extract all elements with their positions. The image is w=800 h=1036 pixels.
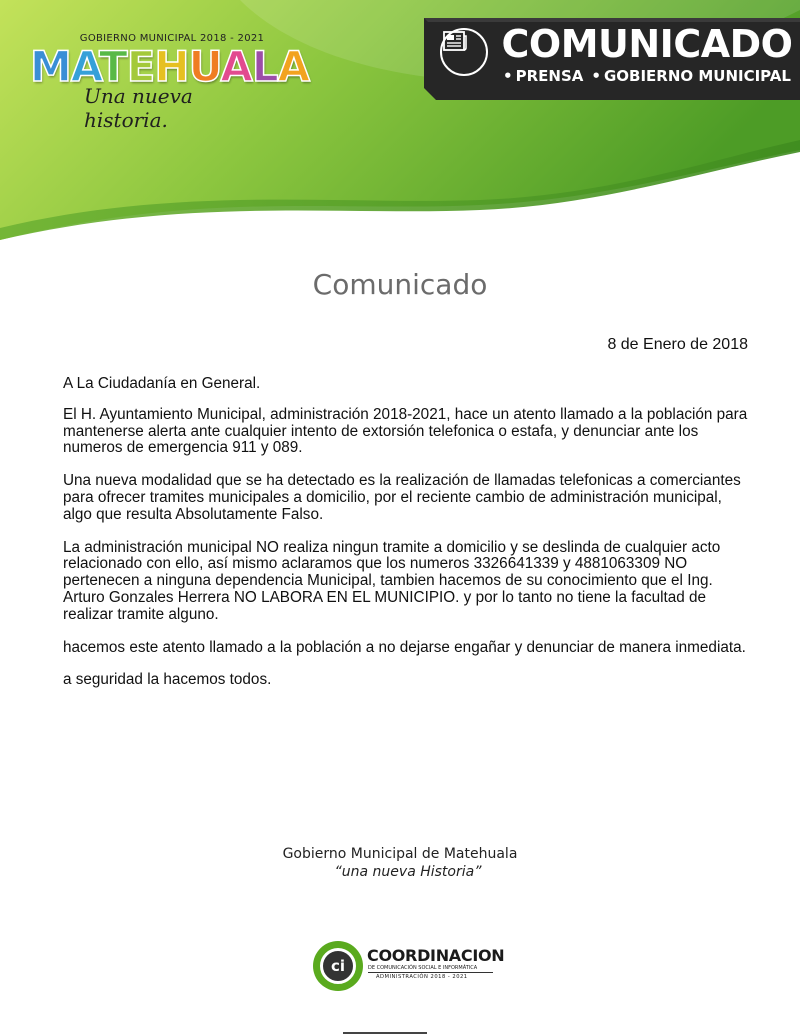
bottom-divider bbox=[343, 1032, 427, 1034]
logo-letter: A bbox=[277, 42, 310, 91]
newspaper-icon bbox=[440, 28, 488, 76]
header bbox=[0, 0, 800, 245]
bullet: • bbox=[503, 67, 513, 85]
document-title: Comunicado bbox=[312, 268, 488, 301]
government-period-label: GOBIERNO MUNICIPAL 2018 - 2021 bbox=[79, 33, 265, 44]
banner-subtitle bbox=[500, 67, 794, 85]
ci-logo-icon bbox=[313, 941, 363, 991]
logo-letter: L bbox=[251, 42, 278, 91]
coordinacion-title: COORDINACION bbox=[367, 946, 505, 965]
document-date: 8 de Enero de 2018 bbox=[607, 336, 748, 353]
logo-letter: U bbox=[188, 42, 221, 91]
logo-letter: A bbox=[70, 42, 100, 91]
logo-letter: T bbox=[99, 42, 127, 91]
document-body bbox=[63, 376, 755, 705]
coordinacion-logo bbox=[313, 938, 503, 994]
signature-line-2: “una nueva Historia” bbox=[334, 864, 482, 880]
banner-sub-prensa: PRENSA bbox=[515, 67, 584, 85]
logo-letter: H bbox=[154, 42, 189, 91]
logo-letter: E bbox=[126, 42, 155, 91]
coordinacion-admin: ADMINISTRACIÓN 2018 - 2021 bbox=[376, 974, 468, 980]
banner-sub-gobierno: GOBIERNO MUNICIPAL bbox=[603, 67, 791, 85]
paragraph: a seguridad la hacemos todos. bbox=[63, 671, 272, 689]
salutation: A La Ciudadanía en General. bbox=[63, 375, 261, 392]
banner-title: COMUNICADO bbox=[501, 22, 793, 66]
logo-tagline: Una nueva historia. bbox=[84, 84, 193, 132]
paragraph: La administración municipal NO realiza ningun tramite a domicilio y se deslinda de cualquier acto relacionado con ello, así mismo aclaramos que los numeros 3326641339 y 4881063309 NO pertenecen a ninguna dependencia Municipal, tambien hacemos de su conocimiento que el Ing. Arturo Gonzales Herrera NO LABORA EN EL MUNICIPIO. y por lo tanto no tiene la facultad de realizar tramite alguno. bbox=[63, 538, 721, 623]
logo-letter: A bbox=[220, 42, 252, 91]
paragraph: Una nueva modalidad que se ha detectado es la realización de llamadas telefonicas a comerciantes para ofrecer tramites municipales a domicilio, por el reciente cambio de administración municipal, algo que resulta Absolutamente Falso. bbox=[63, 472, 741, 523]
bullet: • bbox=[591, 67, 601, 85]
paragraph: hacemos este atento llamado a la población a no dejarse engañar y denunciar de manera inmediata. bbox=[63, 638, 746, 656]
ci-logo-text: ci bbox=[320, 948, 356, 984]
signature-line-1: Gobierno Municipal de Matehuala bbox=[282, 846, 518, 862]
coordinacion-subtitle: DE COMUNICACIÓN SOCIAL E INFORMÁTICA bbox=[368, 965, 493, 973]
signature bbox=[0, 845, 800, 881]
logo-letter: M bbox=[30, 42, 71, 91]
paragraph: El H. Ayuntamiento Municipal, administración 2018-2021, hace un atento llamado a la población para mantenerse alerta ante cualquier intento de extorsión telefonica o estafa, y denunciar ante los numeros de emergencia 911 y 089. bbox=[63, 405, 748, 457]
